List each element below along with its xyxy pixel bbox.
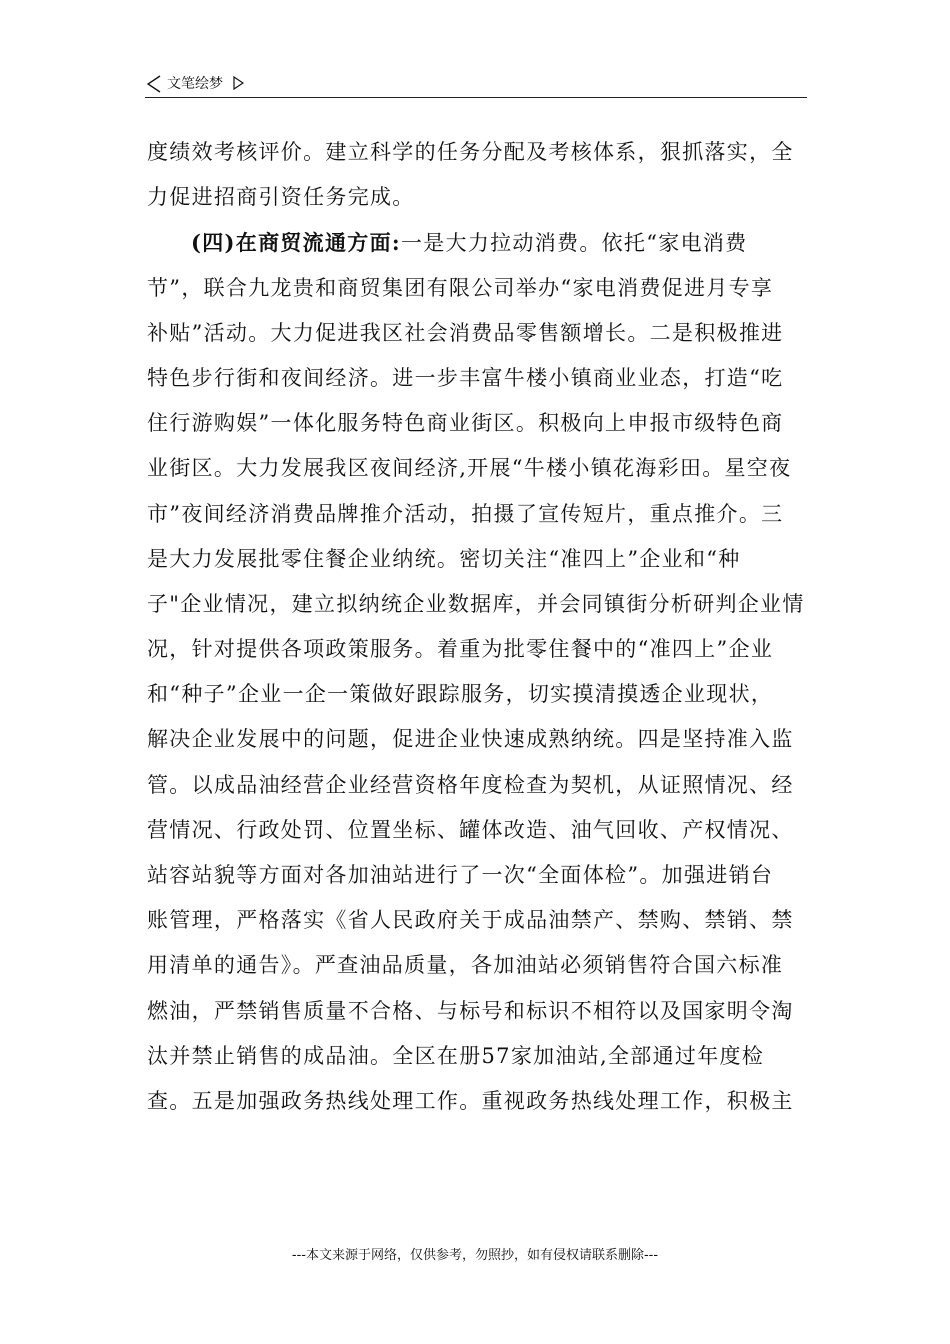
text-line: 节”，联合九龙贵和商贸集团有限公司举办“家电消费促进月专享 — [147, 275, 774, 300]
text-line: 市”夜间经济消费品牌推介活动，拍摄了宣传短片，重点推介。三 — [147, 501, 784, 526]
text-line: 管。以成品油经营企业经营资格年度检查为契机，从证照情况、经 — [147, 772, 794, 797]
text-line: 查。五是加强政务热线处理工作。重视政务热线处理工作，积极主 — [147, 1088, 794, 1113]
text-line: 和“种子”企业一企一策做好跟踪服务，切实摸清摸透企业现状， — [147, 682, 774, 707]
text-line: 度绩效考核评价。建立科学的任务分配及考核体系，狠抓落实，全 — [147, 140, 794, 164]
text-segment: 一是大力拉动消费。依托“家电消费 — [400, 231, 748, 256]
text-line: 营情况、行政处罚、位置坐标、罐体改造、油气回收、产权情况、 — [147, 817, 794, 842]
left-triangle-icon — [147, 75, 161, 93]
text-line: 况，针对提供各项政策服务。着重为批零住餐中的“准四上”企业 — [147, 637, 774, 662]
text-line: 业街区。大力发展我区夜间经济,开展“牛楼小镇花海彩田。星空夜 — [147, 456, 792, 481]
text-line: 燃油，严禁销售质量不合格、与标号和标识不相符以及国家明令淘 — [147, 998, 794, 1023]
text-line: 补贴”活动。大力促进我区社会消费品零售额增长。二是积极推进 — [147, 320, 784, 345]
document-body — [147, 130, 807, 1124]
document-header — [147, 74, 807, 98]
header-title: 文笔绘梦 — [167, 76, 223, 92]
text-line: 汰并禁止销售的成品油。全区在册57家加油站,全部通过年度检 — [147, 1043, 765, 1068]
text-line: 站容站貌等方面对各加油站进行了一次“全面体检”。加强进销台 — [147, 863, 774, 887]
text-line: 用清单的通告》。严查油品质量，各加油站必须销售符合国六标准 — [147, 953, 784, 978]
text-line: 力促进招商引资任务完成。 — [147, 185, 415, 210]
text-line: 是大力发展批零住餐企业纳统。密切关注“准四上”企业和“种 — [147, 546, 741, 571]
text-line: 住行游购娱”一体化服务特色商业街区。积极向上申报市级特色商 — [147, 411, 784, 436]
section-heading-line — [147, 220, 807, 265]
footer-disclaimer: ---本文来源于网络，仅供参考，勿照抄，如有侵权请联系删除--- — [291, 1248, 659, 1263]
text-line: 特色步行街和夜间经济。进一步丰富牛楼小镇商业业态，打造“吃 — [147, 365, 784, 390]
header-divider — [145, 97, 807, 98]
text-line: 账管理，严格落实《省人民政府关于成品油禁产、禁购、禁销、禁 — [147, 908, 794, 933]
text-line: 解决企业发展中的问题，促进企业快速成熟纳统。四是坚持准入监 — [147, 727, 794, 752]
text-line: 子"企业情况，建立拟纳统企业数据库，并会同镇街分析研判企业情 — [147, 591, 805, 616]
right-triangle-icon — [233, 76, 244, 90]
section-heading: (四)在商贸流通方面: — [191, 230, 401, 256]
